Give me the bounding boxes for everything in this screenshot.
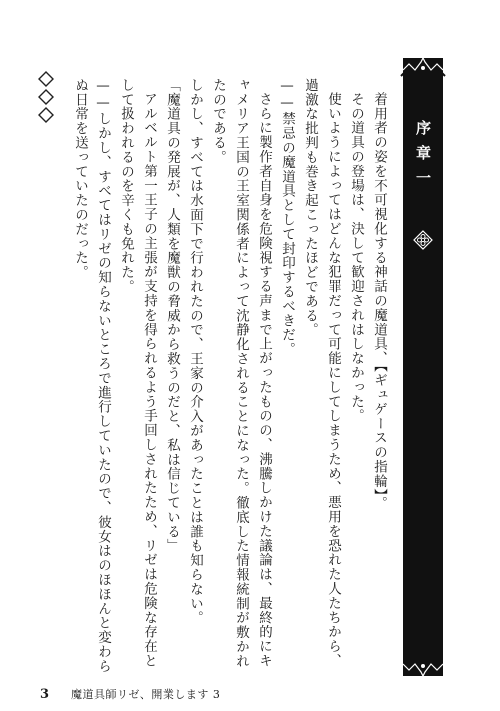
paragraph: 着用者の姿を不可視化する神話の魔道具、【ギュゲースの指輪】。	[371, 91, 387, 510]
diamond-outline-icon	[34, 70, 58, 130]
flower-diamond-icon	[413, 230, 433, 250]
page-footer	[40, 685, 400, 703]
paragraph: しかし、すべては水面下で行われたので、王家の介入があったことは誰も知らない。	[187, 78, 203, 626]
chapter-body-text	[45, 78, 390, 678]
chapter-banner	[403, 58, 443, 676]
paragraph: アルベルト第一王子の主張が支持を得られるよう手回しされたため、リゼは危険な存在として扱われるのを辛くも免れた。	[118, 78, 157, 668]
paragraph: 「魔道具の発展が、人類を魔獣の脅威から救うのだと、私は信じている」	[164, 78, 180, 554]
chapter-title: 序章一	[414, 120, 432, 195]
banner-top-ornament-icon	[399, 56, 447, 78]
banner-bottom-ornament-icon	[399, 656, 447, 678]
running-title: 魔道具師リゼ、開業します 3	[71, 688, 221, 701]
paragraph: 使いようによってはどんな犯罪だって可能にしてしまうため、悪用を恐れた人たちから、過激な批判も巻き起こったほどである。	[302, 78, 341, 668]
paragraph: ——しかし、すべてはリゼの知らないところで進行していたので、彼女はのほほんと変わらぬ日常を送っていたのだった。	[72, 78, 111, 674]
page-number: 3	[40, 686, 50, 702]
paragraph: ——禁忌の魔道具として封印するべきだ。	[279, 78, 295, 357]
paragraph: さらに製作者自身を危険視する声まで上がったものの、沸騰しかけた議論は、最終的にキャメリア王国の王室関係者によって沈静化されることになった。徹底した情報統制が敷かれたのである。	[210, 78, 272, 669]
paragraph: その道具の登場は、決して歓迎されはしなかった。	[348, 91, 364, 423]
